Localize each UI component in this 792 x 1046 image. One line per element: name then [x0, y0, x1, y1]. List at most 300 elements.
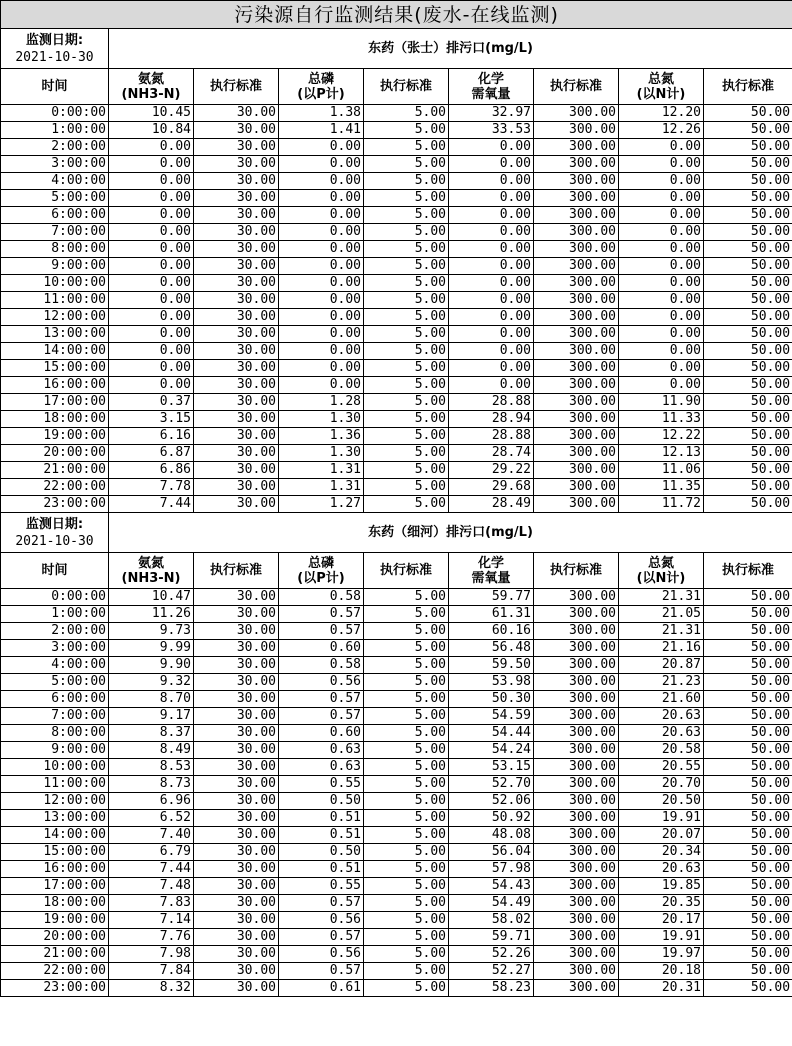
cell-cod-standard: 300.00: [534, 224, 619, 241]
cell-phosphorus-standard: 5.00: [364, 428, 449, 445]
table-row: [1, 691, 792, 708]
cell-time: 8:00:00: [1, 241, 109, 258]
column-header-line1: 总氮: [647, 71, 674, 87]
table-row: [1, 674, 792, 691]
cell-cod: 0.00: [449, 241, 534, 258]
monitoring-date-cell: [1, 29, 109, 69]
cell-nitrogen-standard: 50.00: [704, 708, 792, 725]
cell-phosphorus-standard: 5.00: [364, 895, 449, 912]
cell-time: 20:00:00: [1, 929, 109, 946]
cell-nitrogen-standard: 50.00: [704, 776, 792, 793]
cell-nitrogen-standard: 50.00: [704, 912, 792, 929]
cell-total-phosphorus: 1.31: [279, 462, 364, 479]
cell-cod-standard: 300.00: [534, 708, 619, 725]
cell-phosphorus-standard: 5.00: [364, 589, 449, 606]
table-row: [1, 139, 792, 156]
cell-nitrogen-standard: 50.00: [704, 428, 792, 445]
table-row: [1, 776, 792, 793]
cell-total-nitrogen: 11.06: [619, 462, 704, 479]
cell-ammonia-standard: 30.00: [194, 326, 279, 343]
cell-time: 4:00:00: [1, 173, 109, 190]
cell-phosphorus-standard: 5.00: [364, 224, 449, 241]
cell-phosphorus-standard: 5.00: [364, 292, 449, 309]
cell-total-nitrogen: 11.72: [619, 496, 704, 513]
cell-ammonia-nitrogen: 0.37: [109, 394, 194, 411]
cell-total-nitrogen: 0.00: [619, 241, 704, 258]
table-row: [1, 810, 792, 827]
column-header-total-nitrogen: [619, 69, 704, 105]
cell-phosphorus-standard: 5.00: [364, 343, 449, 360]
cell-ammonia-nitrogen: 6.79: [109, 844, 194, 861]
cell-time: 15:00:00: [1, 360, 109, 377]
table-row: [1, 462, 792, 479]
column-header-line2: (以P计): [297, 570, 345, 586]
table-row: [1, 275, 792, 292]
cell-cod: 0.00: [449, 377, 534, 394]
column-header-line1: 化学: [477, 555, 504, 571]
cell-ammonia-nitrogen: 10.45: [109, 105, 194, 122]
cell-nitrogen-standard: 50.00: [704, 640, 792, 657]
cell-total-phosphorus: 0.00: [279, 173, 364, 190]
cell-cod-standard: 300.00: [534, 428, 619, 445]
cell-total-phosphorus: 0.57: [279, 708, 364, 725]
column-header-line1: 执行标准: [379, 79, 432, 94]
cell-ammonia-standard: 30.00: [194, 623, 279, 640]
cell-cod-standard: 300.00: [534, 963, 619, 980]
cell-phosphorus-standard: 5.00: [364, 674, 449, 691]
cell-phosphorus-standard: 5.00: [364, 190, 449, 207]
cell-total-nitrogen: 11.33: [619, 411, 704, 428]
table-row: [1, 640, 792, 657]
cell-total-phosphorus: 0.60: [279, 725, 364, 742]
cell-total-nitrogen: 11.90: [619, 394, 704, 411]
cell-time: 6:00:00: [1, 691, 109, 708]
column-header-line1: 执行标准: [722, 563, 775, 578]
cell-cod-standard: 300.00: [534, 122, 619, 139]
cell-cod: 60.16: [449, 623, 534, 640]
cell-cod: 58.02: [449, 912, 534, 929]
cell-nitrogen-standard: 50.00: [704, 861, 792, 878]
outlet-name: 东药（细河）排污口(mg/L): [109, 513, 792, 553]
cell-ammonia-nitrogen: 0.00: [109, 241, 194, 258]
cell-time: 7:00:00: [1, 708, 109, 725]
table-row: [1, 360, 792, 377]
cell-nitrogen-standard: 50.00: [704, 589, 792, 606]
cell-phosphorus-standard: 5.00: [364, 105, 449, 122]
column-header-line2: (以P计): [297, 86, 345, 102]
cell-ammonia-nitrogen: 0.00: [109, 309, 194, 326]
table-row: [1, 445, 792, 462]
cell-nitrogen-standard: 50.00: [704, 759, 792, 776]
cell-time: 14:00:00: [1, 343, 109, 360]
cell-nitrogen-standard: 50.00: [704, 275, 792, 292]
column-header-ammonia-standard: [194, 69, 279, 105]
cell-total-nitrogen: 0.00: [619, 377, 704, 394]
monitoring-date-label: 监测日期:: [25, 32, 84, 48]
cell-total-phosphorus: 1.27: [279, 496, 364, 513]
table-row: [1, 912, 792, 929]
cell-cod-standard: 300.00: [534, 742, 619, 759]
cell-total-nitrogen: 12.13: [619, 445, 704, 462]
cell-ammonia-standard: 30.00: [194, 606, 279, 623]
cell-phosphorus-standard: 5.00: [364, 156, 449, 173]
cell-cod: 54.43: [449, 878, 534, 895]
cell-cod: 0.00: [449, 326, 534, 343]
table-row: [1, 241, 792, 258]
cell-ammonia-standard: 30.00: [194, 640, 279, 657]
cell-cod: 52.06: [449, 793, 534, 810]
column-header-line1: 总磷: [307, 555, 334, 571]
table-row: [1, 725, 792, 742]
cell-ammonia-nitrogen: 7.44: [109, 496, 194, 513]
column-header-cod: [449, 553, 534, 589]
cell-ammonia-standard: 30.00: [194, 258, 279, 275]
cell-nitrogen-standard: 50.00: [704, 623, 792, 640]
monitoring-date-cell: [1, 513, 109, 553]
cell-phosphorus-standard: 5.00: [364, 606, 449, 623]
cell-total-phosphorus: 0.57: [279, 929, 364, 946]
cell-cod-standard: 300.00: [534, 980, 619, 997]
cell-nitrogen-standard: 50.00: [704, 190, 792, 207]
column-header-line1: 执行标准: [722, 79, 775, 94]
cell-nitrogen-standard: 50.00: [704, 241, 792, 258]
cell-time: 17:00:00: [1, 394, 109, 411]
table-row: [1, 479, 792, 496]
cell-ammonia-nitrogen: 8.53: [109, 759, 194, 776]
column-header-total-phosphorus: [279, 553, 364, 589]
cell-time: 21:00:00: [1, 462, 109, 479]
cell-phosphorus-standard: 5.00: [364, 122, 449, 139]
cell-ammonia-standard: 30.00: [194, 878, 279, 895]
table-row: [1, 496, 792, 513]
table-row: [1, 326, 792, 343]
cell-nitrogen-standard: 50.00: [704, 224, 792, 241]
cell-ammonia-nitrogen: 7.84: [109, 963, 194, 980]
cell-time: 12:00:00: [1, 793, 109, 810]
cell-ammonia-nitrogen: 0.00: [109, 224, 194, 241]
cell-ammonia-nitrogen: 8.37: [109, 725, 194, 742]
cell-total-nitrogen: 20.87: [619, 657, 704, 674]
cell-phosphorus-standard: 5.00: [364, 810, 449, 827]
cell-total-phosphorus: 0.00: [279, 258, 364, 275]
cell-cod: 54.59: [449, 708, 534, 725]
cell-phosphorus-standard: 5.00: [364, 691, 449, 708]
cell-total-nitrogen: 21.60: [619, 691, 704, 708]
table-row: [1, 377, 792, 394]
cell-time: 5:00:00: [1, 674, 109, 691]
cell-cod: 28.88: [449, 394, 534, 411]
cell-time: 22:00:00: [1, 963, 109, 980]
cell-cod: 0.00: [449, 309, 534, 326]
cell-total-nitrogen: 19.97: [619, 946, 704, 963]
cell-total-nitrogen: 21.31: [619, 589, 704, 606]
cell-ammonia-nitrogen: 7.76: [109, 929, 194, 946]
title-row: [1, 1, 792, 29]
cell-cod-standard: 300.00: [534, 725, 619, 742]
cell-phosphorus-standard: 5.00: [364, 173, 449, 190]
table-row: [1, 589, 792, 606]
monitoring-date-label: 监测日期:: [25, 516, 84, 532]
table-row: [1, 173, 792, 190]
cell-ammonia-standard: 30.00: [194, 657, 279, 674]
cell-cod: 28.88: [449, 428, 534, 445]
monitoring-date-value: 2021-10-30: [15, 49, 94, 65]
monitoring-date-value: 2021-10-30: [15, 533, 94, 549]
cell-cod: 52.70: [449, 776, 534, 793]
column-header-total-phosphorus: [279, 69, 364, 105]
cell-ammonia-standard: 30.00: [194, 275, 279, 292]
cell-total-phosphorus: 0.57: [279, 606, 364, 623]
table-row: [1, 224, 792, 241]
cell-phosphorus-standard: 5.00: [364, 844, 449, 861]
cell-nitrogen-standard: 50.00: [704, 292, 792, 309]
column-header-cod-standard: [534, 553, 619, 589]
cell-cod-standard: 300.00: [534, 929, 619, 946]
cell-cod-standard: 300.00: [534, 640, 619, 657]
cell-total-nitrogen: 0.00: [619, 292, 704, 309]
cell-ammonia-nitrogen: 8.70: [109, 691, 194, 708]
cell-ammonia-nitrogen: 7.83: [109, 895, 194, 912]
cell-ammonia-standard: 30.00: [194, 827, 279, 844]
table-row: [1, 156, 792, 173]
cell-cod: 54.24: [449, 742, 534, 759]
cell-nitrogen-standard: 50.00: [704, 657, 792, 674]
cell-phosphorus-standard: 5.00: [364, 445, 449, 462]
cell-time: 19:00:00: [1, 912, 109, 929]
cell-total-nitrogen: 11.35: [619, 479, 704, 496]
cell-total-nitrogen: 20.18: [619, 963, 704, 980]
cell-total-nitrogen: 0.00: [619, 224, 704, 241]
cell-ammonia-standard: 30.00: [194, 844, 279, 861]
cell-cod-standard: 300.00: [534, 674, 619, 691]
cell-cod-standard: 300.00: [534, 343, 619, 360]
cell-ammonia-standard: 30.00: [194, 105, 279, 122]
cell-time: 16:00:00: [1, 861, 109, 878]
cell-ammonia-standard: 30.00: [194, 725, 279, 742]
cell-ammonia-nitrogen: 7.78: [109, 479, 194, 496]
cell-cod-standard: 300.00: [534, 139, 619, 156]
cell-cod-standard: 300.00: [534, 207, 619, 224]
cell-total-phosphorus: 0.63: [279, 759, 364, 776]
table-row: [1, 428, 792, 445]
cell-nitrogen-standard: 50.00: [704, 258, 792, 275]
cell-total-phosphorus: 1.28: [279, 394, 364, 411]
column-header-line1: 化学: [477, 71, 504, 87]
cell-total-phosphorus: 1.31: [279, 479, 364, 496]
cell-nitrogen-standard: 50.00: [704, 394, 792, 411]
cell-total-phosphorus: 0.00: [279, 139, 364, 156]
cell-time: 15:00:00: [1, 844, 109, 861]
cell-nitrogen-standard: 50.00: [704, 725, 792, 742]
cell-ammonia-standard: 30.00: [194, 156, 279, 173]
cell-total-phosphorus: 1.30: [279, 445, 364, 462]
cell-cod: 0.00: [449, 360, 534, 377]
cell-ammonia-nitrogen: 9.73: [109, 623, 194, 640]
cell-phosphorus-standard: 5.00: [364, 640, 449, 657]
column-header-phosphorus-standard: [364, 69, 449, 105]
cell-ammonia-standard: 30.00: [194, 173, 279, 190]
cell-nitrogen-standard: 50.00: [704, 793, 792, 810]
column-header-ammonia-nitrogen: [109, 553, 194, 589]
cell-time: 9:00:00: [1, 258, 109, 275]
cell-ammonia-standard: 30.00: [194, 343, 279, 360]
cell-total-nitrogen: 20.70: [619, 776, 704, 793]
cell-cod: 59.71: [449, 929, 534, 946]
column-header-line1: 氨氮: [137, 555, 164, 571]
cell-time: 22:00:00: [1, 479, 109, 496]
cell-phosphorus-standard: 5.00: [364, 725, 449, 742]
cell-nitrogen-standard: 50.00: [704, 309, 792, 326]
cell-cod-standard: 300.00: [534, 292, 619, 309]
table-row: [1, 411, 792, 428]
cell-nitrogen-standard: 50.00: [704, 844, 792, 861]
cell-total-phosphorus: 0.55: [279, 878, 364, 895]
column-header-line1: 执行标准: [379, 563, 432, 578]
column-header-line2: (NH3-N): [121, 570, 181, 586]
cell-time: 12:00:00: [1, 309, 109, 326]
cell-phosphorus-standard: 5.00: [364, 139, 449, 156]
cell-cod-standard: 300.00: [534, 895, 619, 912]
cell-total-nitrogen: 12.26: [619, 122, 704, 139]
table-row: [1, 742, 792, 759]
cell-ammonia-standard: 30.00: [194, 479, 279, 496]
cell-nitrogen-standard: 50.00: [704, 946, 792, 963]
cell-time: 13:00:00: [1, 326, 109, 343]
cell-total-phosphorus: 0.57: [279, 895, 364, 912]
cell-phosphorus-standard: 5.00: [364, 827, 449, 844]
column-header-line1: 时间: [41, 563, 68, 578]
cell-total-nitrogen: 20.07: [619, 827, 704, 844]
cell-ammonia-standard: 30.00: [194, 139, 279, 156]
cell-total-phosphorus: 1.41: [279, 122, 364, 139]
cell-ammonia-nitrogen: 10.47: [109, 589, 194, 606]
cell-cod-standard: 300.00: [534, 776, 619, 793]
cell-phosphorus-standard: 5.00: [364, 861, 449, 878]
cell-ammonia-standard: 30.00: [194, 861, 279, 878]
cell-ammonia-nitrogen: 8.49: [109, 742, 194, 759]
cell-ammonia-nitrogen: 0.00: [109, 343, 194, 360]
column-header-line1: 总磷: [307, 71, 334, 87]
cell-time: 17:00:00: [1, 878, 109, 895]
column-header-ammonia-nitrogen: [109, 69, 194, 105]
table-row: [1, 708, 792, 725]
cell-ammonia-nitrogen: 6.52: [109, 810, 194, 827]
column-header-line2: (以N计): [636, 86, 686, 102]
cell-cod: 61.31: [449, 606, 534, 623]
cell-phosphorus-standard: 5.00: [364, 946, 449, 963]
cell-total-nitrogen: 12.20: [619, 105, 704, 122]
column-header-line1: 氨氮: [137, 71, 164, 87]
cell-ammonia-standard: 30.00: [194, 428, 279, 445]
cell-time: 5:00:00: [1, 190, 109, 207]
table-row: [1, 895, 792, 912]
cell-total-phosphorus: 0.00: [279, 190, 364, 207]
cell-total-nitrogen: 19.85: [619, 878, 704, 895]
cell-cod-standard: 300.00: [534, 105, 619, 122]
cell-ammonia-standard: 30.00: [194, 309, 279, 326]
cell-cod-standard: 300.00: [534, 912, 619, 929]
table-row: [1, 623, 792, 640]
cell-ammonia-nitrogen: 0.00: [109, 326, 194, 343]
cell-total-phosphorus: 0.00: [279, 224, 364, 241]
cell-total-nitrogen: 0.00: [619, 326, 704, 343]
cell-nitrogen-standard: 50.00: [704, 691, 792, 708]
cell-total-phosphorus: 1.36: [279, 428, 364, 445]
cell-ammonia-nitrogen: 9.90: [109, 657, 194, 674]
cell-total-nitrogen: 21.23: [619, 674, 704, 691]
cell-total-nitrogen: 19.91: [619, 810, 704, 827]
cell-cod-standard: 300.00: [534, 878, 619, 895]
cell-time: 8:00:00: [1, 725, 109, 742]
column-header-line1: 执行标准: [549, 79, 602, 94]
cell-total-nitrogen: 0.00: [619, 258, 704, 275]
cell-total-phosphorus: 0.57: [279, 623, 364, 640]
cell-ammonia-standard: 30.00: [194, 895, 279, 912]
cell-cod: 33.53: [449, 122, 534, 139]
table-row: [1, 861, 792, 878]
cell-total-nitrogen: 0.00: [619, 309, 704, 326]
cell-total-nitrogen: 0.00: [619, 173, 704, 190]
cell-ammonia-nitrogen: 6.96: [109, 793, 194, 810]
table-row: [1, 980, 792, 997]
cell-ammonia-nitrogen: 0.00: [109, 275, 194, 292]
cell-cod-standard: 300.00: [534, 462, 619, 479]
table-row: [1, 946, 792, 963]
cell-phosphorus-standard: 5.00: [364, 496, 449, 513]
cell-ammonia-standard: 30.00: [194, 445, 279, 462]
cell-time: 3:00:00: [1, 156, 109, 173]
cell-ammonia-standard: 30.00: [194, 224, 279, 241]
cell-total-nitrogen: 20.58: [619, 742, 704, 759]
table-row: [1, 105, 792, 122]
column-header-row: [1, 553, 792, 589]
cell-phosphorus-standard: 5.00: [364, 207, 449, 224]
table-row: [1, 207, 792, 224]
cell-cod: 0.00: [449, 258, 534, 275]
cell-time: 18:00:00: [1, 411, 109, 428]
cell-total-nitrogen: 0.00: [619, 190, 704, 207]
table-row: [1, 963, 792, 980]
cell-ammonia-standard: 30.00: [194, 708, 279, 725]
cell-total-nitrogen: 19.91: [619, 929, 704, 946]
cell-time: 16:00:00: [1, 377, 109, 394]
cell-cod: 29.22: [449, 462, 534, 479]
cell-total-phosphorus: 0.57: [279, 691, 364, 708]
cell-ammonia-nitrogen: 6.87: [109, 445, 194, 462]
cell-time: 11:00:00: [1, 292, 109, 309]
cell-cod-standard: 300.00: [534, 861, 619, 878]
cell-phosphorus-standard: 5.00: [364, 479, 449, 496]
cell-ammonia-standard: 30.00: [194, 360, 279, 377]
cell-nitrogen-standard: 50.00: [704, 122, 792, 139]
table-row: [1, 929, 792, 946]
cell-phosphorus-standard: 5.00: [364, 275, 449, 292]
cell-cod: 0.00: [449, 173, 534, 190]
cell-nitrogen-standard: 50.00: [704, 674, 792, 691]
cell-ammonia-nitrogen: 0.00: [109, 360, 194, 377]
cell-cod-standard: 300.00: [534, 411, 619, 428]
cell-total-phosphorus: 0.00: [279, 207, 364, 224]
cell-total-phosphorus: 0.50: [279, 844, 364, 861]
cell-cod: 0.00: [449, 292, 534, 309]
cell-cod: 56.48: [449, 640, 534, 657]
cell-ammonia-nitrogen: 0.00: [109, 292, 194, 309]
cell-cod: 28.94: [449, 411, 534, 428]
cell-time: 7:00:00: [1, 224, 109, 241]
cell-phosphorus-standard: 5.00: [364, 980, 449, 997]
cell-ammonia-nitrogen: 9.32: [109, 674, 194, 691]
table-row: [1, 878, 792, 895]
